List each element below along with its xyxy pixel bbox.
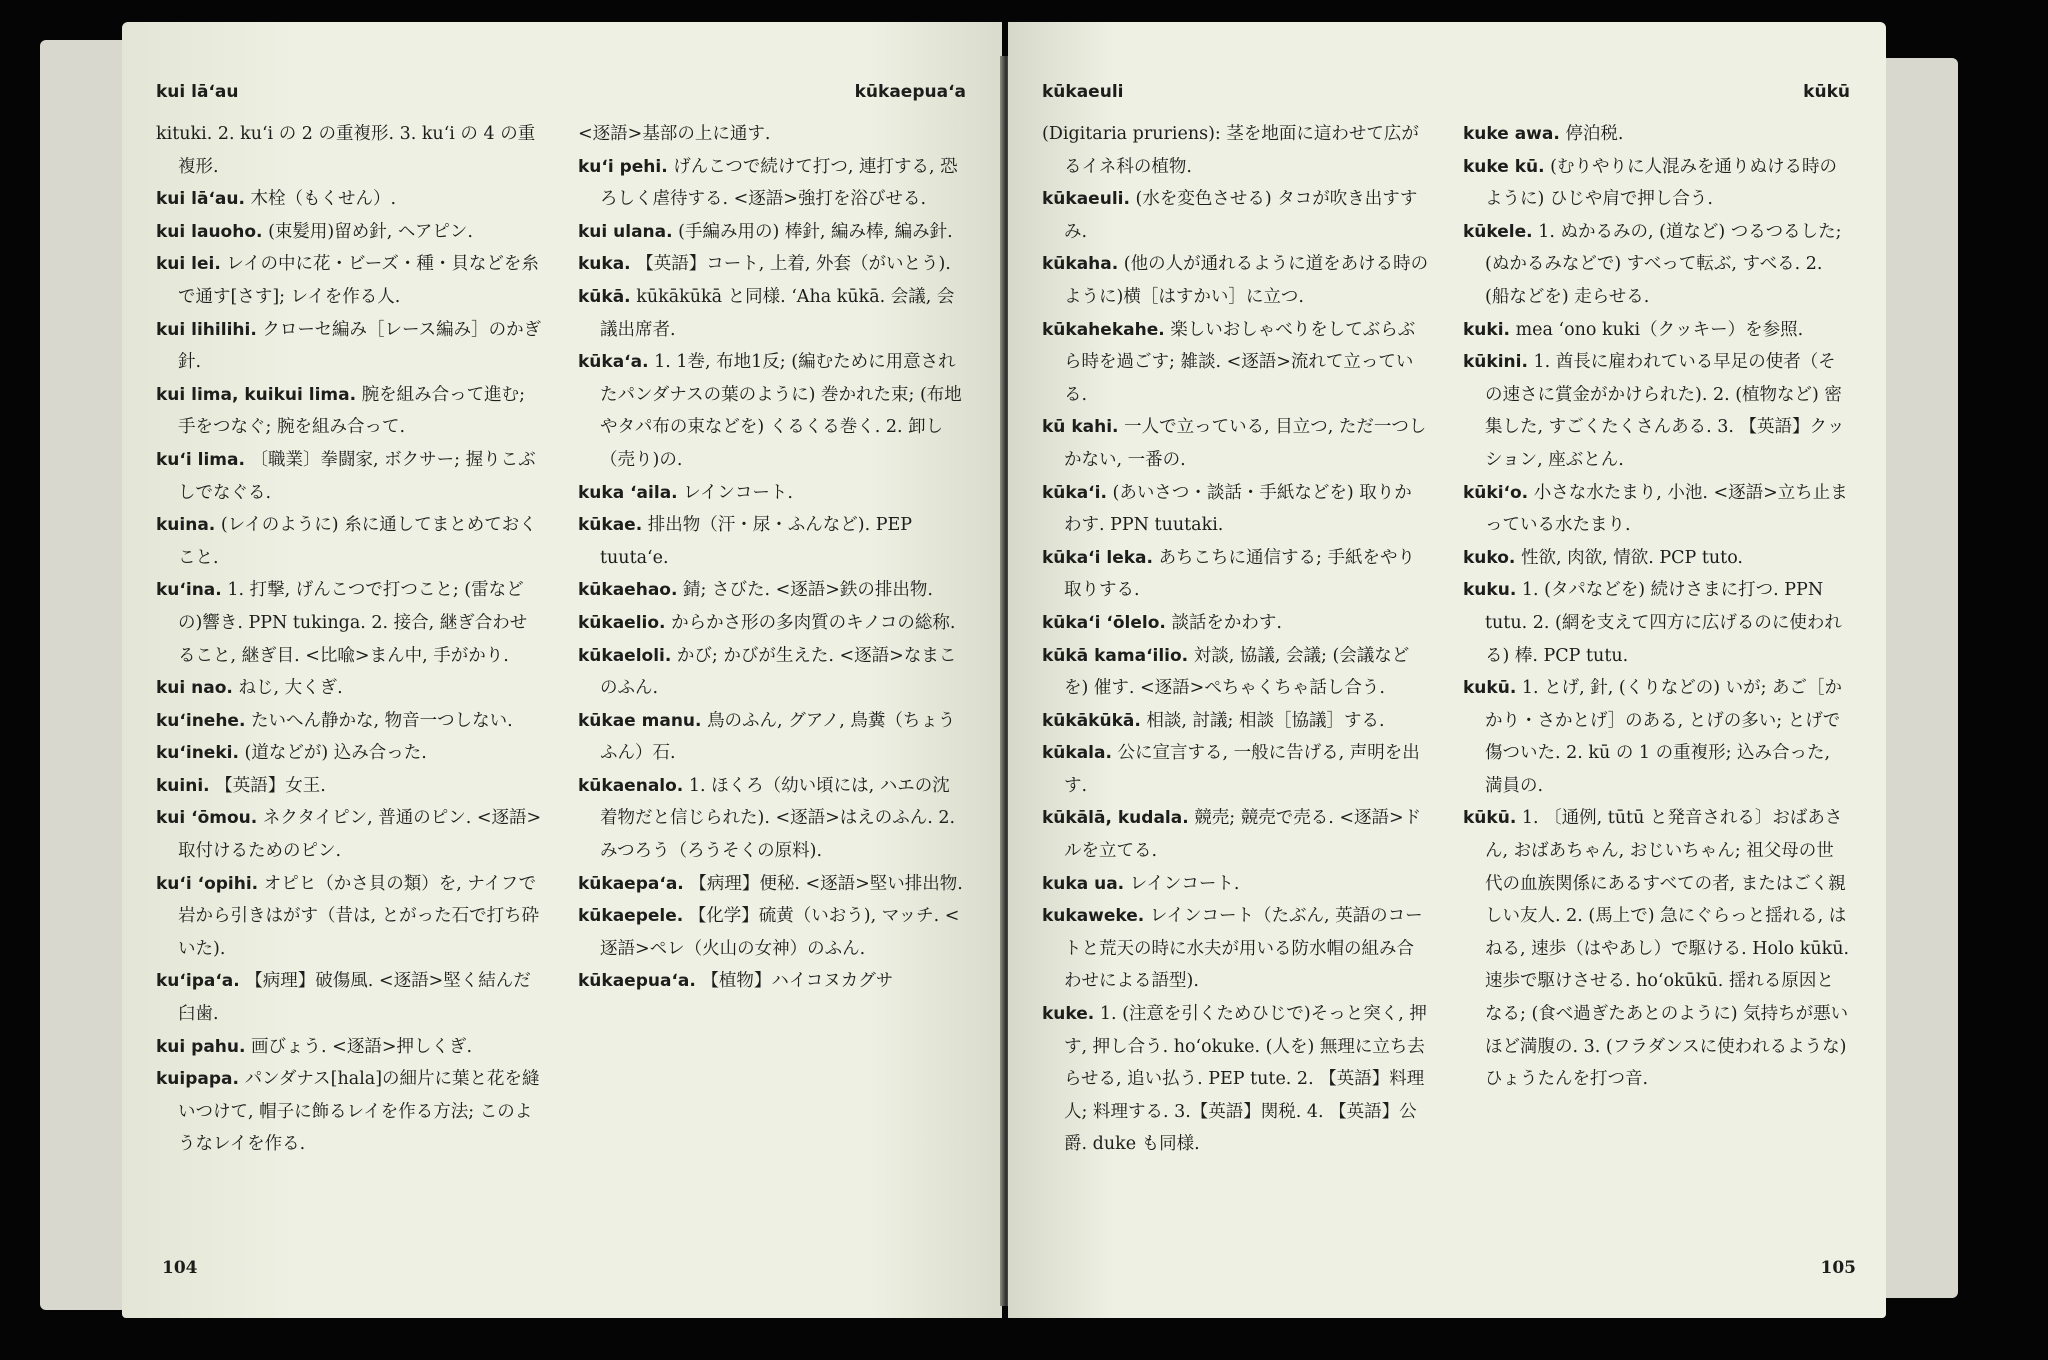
dictionary-entry xyxy=(156,118,544,183)
entry-headword: kuka. xyxy=(578,254,631,275)
dictionary-entry xyxy=(1042,411,1429,476)
entry-headword: kuku. xyxy=(1463,580,1517,601)
dictionary-entry xyxy=(1463,477,1850,542)
entry-definition: (他の人が通れるように道をあける時のように)横［はすかい］に立つ. xyxy=(1064,254,1429,307)
entry-definition: 【英語】コート, 上着, 外套（がいとう). xyxy=(636,254,951,275)
entry-definition: 停泊税. xyxy=(1565,124,1624,144)
entry-headword: kui pahu. xyxy=(156,1036,246,1057)
entry-definition: 腕を組み合って進む; 手をつなぐ; 腕を組み合って. xyxy=(178,384,526,438)
dictionary-entry xyxy=(1042,477,1429,542)
entry-headword: kūkahekahe. xyxy=(1042,319,1165,340)
entry-headword: kuʻina. xyxy=(156,580,222,601)
dictionary-entry xyxy=(578,705,966,770)
dictionary-entry xyxy=(1042,607,1429,640)
right-page xyxy=(1008,22,1886,1318)
entry-definition: kituki. 2. kuʻi の 2 の重複形. 3. kuʻi の 4 の重複形. xyxy=(156,124,536,177)
entry-definition: たいへん静かな, 物音一つしない. xyxy=(251,710,513,731)
entry-definition: オピヒ（かさ貝の類）を, ナイフで岩から引きはがす（昔は, とがった石で打ち砕いた). xyxy=(178,873,540,959)
entry-headword: kuke. xyxy=(1042,1004,1095,1025)
entry-headword: kui ulana. xyxy=(578,221,673,242)
left-page xyxy=(122,22,1002,1318)
entry-headword: kuʻi ʻopihi. xyxy=(156,873,259,894)
entry-definition: (水を変色させる) タコが吹き出すすみ. xyxy=(1064,189,1418,242)
entry-definition: 【英語】女王. xyxy=(215,775,326,796)
dictionary-entry xyxy=(1042,998,1429,1161)
right-page-edges xyxy=(1878,58,1958,1298)
entry-headword: kūkaehao. xyxy=(578,580,678,601)
dictionary-entry xyxy=(156,868,544,966)
dictionary-entry xyxy=(156,314,544,379)
entry-definition: 公に宣言する, 一般に告げる, 声明を出す. xyxy=(1064,743,1420,796)
entry-headword: kūkaʻi ʻōlelo. xyxy=(1042,612,1166,633)
entry-definition: 1. 酋長に雇われている早足の使者（その速さに賞金がかけられた). 2. (植物など) 密集した, すごくたくさんある. 3. 【英語】クッション, 座ぶとん. xyxy=(1485,352,1845,470)
entry-definition: (レイのように) 糸に通してまとめておくこと. xyxy=(178,515,537,568)
dictionary-entry xyxy=(1042,248,1429,313)
dictionary-entry xyxy=(578,248,966,281)
entry-headword: kūkaeloli. xyxy=(578,645,672,666)
entry-headword: kūkaʻi leka. xyxy=(1042,547,1153,568)
entry-definition: mea ʻono kuki（クッキー）を参照. xyxy=(1515,319,1804,340)
entry-headword: kūkā. xyxy=(578,286,631,307)
entry-headword: kūkālā, kudala. xyxy=(1042,808,1189,829)
right-page-column-1 xyxy=(1042,118,1429,1161)
dictionary-entry xyxy=(578,607,966,640)
dictionary-entry xyxy=(156,1063,544,1161)
entry-headword: kūkae manu. xyxy=(578,710,702,731)
entry-definition: 談話をかわす. xyxy=(1171,612,1282,633)
entry-definition: 1. (注意を引くためひじで)そっと突く, 押す, 押し合う. hoʻokuke. (人を) 無理に立ち去らせる, 追い払う. PEP tute. 2. 【英語】料理人; 料理する. 3.【英語】関税. 4. 【英語】公爵. duke も同様. xyxy=(1064,1004,1427,1155)
entry-headword: kūkaepuaʻa. xyxy=(578,971,696,992)
dictionary-entry xyxy=(1463,346,1850,476)
entry-headword: kūkū. xyxy=(1463,808,1517,829)
left-running-head-end: kūkaepuaʻa xyxy=(854,82,966,102)
dictionary-entry xyxy=(578,281,966,346)
entry-definition: ねじ, 大くぎ. xyxy=(238,678,343,699)
left-page-header xyxy=(156,82,966,104)
entry-headword: kuke kū. xyxy=(1463,156,1545,177)
entry-definition: 楽しいおしゃべりをしてぶらぶら時を過ごす; 雑談. <逐語>流れて立っている. xyxy=(1064,319,1416,405)
entry-definition: 1. (タパなどを) 続けさまに打つ. PPN tutu. 2. (網を支えて四方に広げるのに使われる) 棒. PCP tutu. xyxy=(1485,580,1842,666)
entry-headword: kūkaenalo. xyxy=(578,775,684,796)
dictionary-entry xyxy=(578,868,966,901)
entry-headword: kuʻinehe. xyxy=(156,710,246,731)
dictionary-entry xyxy=(578,118,966,151)
entry-definition: 競売; 競売で売る. <逐語>ドルを立てる. xyxy=(1064,808,1422,862)
entry-headword: kui lauoho. xyxy=(156,221,263,242)
dictionary-entry xyxy=(1042,737,1429,802)
entry-headword: kuʻi pehi. xyxy=(578,156,668,177)
dictionary-entry xyxy=(1042,900,1429,998)
left-page-edges xyxy=(40,40,130,1310)
dictionary-entry xyxy=(156,705,544,738)
entry-definition: 【病理】便秘. <逐語>堅い排出物. xyxy=(689,873,963,894)
entry-headword: kui ʻōmou. xyxy=(156,808,258,829)
entry-definition: kūkākūkā と同様. ʻAha kūkā. 会議, 会議出席者. xyxy=(600,286,955,340)
entry-headword: kuko. xyxy=(1463,547,1516,568)
dictionary-entry xyxy=(1042,542,1429,607)
entry-headword: kukaweke. xyxy=(1042,906,1145,927)
entry-headword: kūkaepele. xyxy=(578,906,684,927)
dictionary-entry xyxy=(1463,802,1850,1095)
dictionary-entry xyxy=(1463,216,1850,314)
entry-definition: 鳥のふん, グアノ, 鳥糞（ちょうふん）石. xyxy=(600,710,956,764)
dictionary-entry xyxy=(1463,672,1850,802)
entry-definition: (あいさつ・談話・手紙などを) 取りかわす. PPN tuutaki. xyxy=(1064,482,1412,536)
dictionary-entry xyxy=(1463,151,1850,216)
left-page-column-1 xyxy=(156,118,544,1161)
entry-definition: レインコート. xyxy=(1129,873,1240,894)
entry-definition: 1. 打撃, げんこつで打つこと; (雷などの)響き. PPN tukinga. 2. 接合, 継ぎ合わせること, 継ぎ目. <比喩>まん中, 手がかり. xyxy=(178,580,528,666)
entry-definition: (むりやりに人混みを通りぬける時のように) ひじや肩で押し合う. xyxy=(1485,156,1837,210)
entry-definition: ネクタイピン, 普通のピン. <逐語>取付けるためのピン. xyxy=(178,808,542,862)
entry-definition: 一人で立っている, 目立つ, ただ一つしかない, 一番の. xyxy=(1064,417,1427,470)
entry-definition: 【化学】硫黄（いおう), マッチ. <逐語>ペレ（火山の女神）のふん. xyxy=(600,906,960,959)
entry-headword: kuʻipaʻa. xyxy=(156,971,240,992)
entry-definition: 性欲, 肉欲, 情欲. PCP tuto. xyxy=(1520,547,1743,568)
entry-definition: 錆; さびた. <逐語>鉄の排出物. xyxy=(683,580,933,601)
dictionary-entry xyxy=(1042,705,1429,738)
entry-headword: kūkala. xyxy=(1042,743,1112,764)
entry-headword: kūkaha. xyxy=(1042,254,1119,275)
dictionary-entry xyxy=(156,737,544,770)
dictionary-entry xyxy=(578,477,966,510)
right-running-head-start: kūkaeuli xyxy=(1042,82,1124,102)
entry-headword: kui lihilihi. xyxy=(156,319,257,340)
entry-headword: kuki. xyxy=(1463,319,1510,340)
dictionary-entry xyxy=(156,770,544,803)
entry-definition: 〔職業〕拳闘家, ボクサー; 握りこぶしでなぐる. xyxy=(178,449,536,503)
dictionary-entry xyxy=(1042,183,1429,248)
entry-definition: レインコート（たぶん, 英語のコートと荒天の時に水夫が用いる防水帽の組み合わせによる語型). xyxy=(1064,906,1423,992)
entry-definition: 小さな水たまり, 小池. <逐語>立ち止まっている水たまり. xyxy=(1485,482,1848,536)
entry-definition: 画びょう. <逐語>押しくぎ. xyxy=(251,1036,473,1057)
entry-definition: 1. とげ, 針, (くりなどの) いが; あご［かかり・さかとげ］のある, とげの多い; とげで傷ついた. 2. kū の 1 の重複形; 込み合った, 満員の. xyxy=(1485,678,1843,796)
dictionary-entry xyxy=(1463,574,1850,672)
right-page-header xyxy=(1042,82,1850,104)
left-page-column-2 xyxy=(578,118,966,1161)
dictionary-entry xyxy=(1042,314,1429,412)
dictionary-entry xyxy=(578,770,966,868)
dictionary-entry xyxy=(156,379,544,444)
dictionary-entry xyxy=(156,965,544,1030)
dictionary-entry xyxy=(156,444,544,509)
dictionary-entry xyxy=(1463,314,1850,347)
entry-headword: kuka ua. xyxy=(1042,873,1125,894)
entry-headword: kuini. xyxy=(156,775,210,796)
entry-definition: レイの中に花・ビーズ・種・貝などを糸で通す[さす]; レイを作る人. xyxy=(178,254,539,307)
dictionary-entry xyxy=(1463,542,1850,575)
right-running-head-end: kūkū xyxy=(1803,82,1850,102)
entry-definition: (道などが) 込み合った. xyxy=(244,743,427,764)
dictionary-entry xyxy=(156,216,544,249)
entry-headword: kuʻi lima. xyxy=(156,449,245,470)
entry-headword: kūkini. xyxy=(1463,352,1528,373)
entry-definition: 排出物（汗・尿・ふんなど). PEP tuutaʻe. xyxy=(600,515,913,568)
entry-definition: あちこちに通信する; 手紙をやり取りする. xyxy=(1064,547,1416,601)
dictionary-entry xyxy=(156,183,544,216)
entry-definition: 対談, 協議, 会議; (会議などを) 催す. <逐語>ぺちゃくちゃ話し合う. xyxy=(1064,645,1410,699)
entry-headword: kūkaʻi. xyxy=(1042,482,1107,503)
entry-definition: レインコート. xyxy=(683,482,793,503)
entry-headword: kū kahi. xyxy=(1042,417,1119,438)
dictionary-entry xyxy=(578,574,966,607)
right-page-column-2 xyxy=(1463,118,1850,1161)
entry-headword: kūkākūkā. xyxy=(1042,710,1141,731)
entry-definition: 1. 1巻, 布地1反; (編むために用意されたパンダナスの葉のように) 巻かれた束; (布地やタパ布の束などを) くるくる巻く. 2. 卸し（売り)の. xyxy=(600,352,962,470)
entry-headword: kui lāʻau. xyxy=(156,189,245,210)
entry-definition: 1. 〔通例, tūtū と発音される〕おばあさん, おばあちゃん, おじいちゃん; 祖父母の世代の血族関係にあるすべての者, またはごく親しい友人. 2. (馬上で) 急にぐらっと揺れる, はねる, 速歩（はやあし）で駆ける. Holo kūkū. 速歩で駆けさせる. hoʻokūkū. 揺れる原因となる; (食べ過ぎたあとのように) 気持ちが悪いほど満腹の. 3. (フラダンスに使われるような) ひょうたんを打つ音. xyxy=(1485,808,1850,1090)
page-number-right: 105 xyxy=(1820,1258,1856,1278)
dictionary-entry xyxy=(578,346,966,476)
dictionary-entry xyxy=(156,672,544,705)
entry-headword: kūkele. xyxy=(1463,221,1533,242)
entry-headword: kūkaepaʻa. xyxy=(578,873,684,894)
dictionary-entry xyxy=(1042,868,1429,901)
page-number-left: 104 xyxy=(162,1258,198,1278)
dictionary-entry xyxy=(578,640,966,705)
entry-headword: kuina. xyxy=(156,515,216,536)
dictionary-entry xyxy=(156,509,544,574)
dictionary-entry xyxy=(578,216,966,249)
dictionary-entry xyxy=(1463,118,1850,151)
dictionary-entry xyxy=(156,248,544,313)
entry-definition: パンダナス[hala]の細片に葉と花を縫いつけて, 帽子に飾るレイを作る方法; このようなレイを作る. xyxy=(178,1069,540,1155)
entry-definition: 相談, 討議; 相談［協議］する. xyxy=(1146,710,1385,731)
dictionary-entry xyxy=(1042,802,1429,867)
entry-headword: kuipapa. xyxy=(156,1069,239,1090)
entry-definition: からかさ形の多肉質のキノコの総称. xyxy=(671,612,956,633)
entry-definition: <逐語>基部の上に通す. xyxy=(578,124,771,144)
dictionary-entry xyxy=(156,802,544,867)
entry-definition: 1. ぬかるみの, (道など) つるつるした; (ぬかるみなどで) すべって転ぶ, すべる. 2. (船などを) 走らせる. xyxy=(1485,221,1842,307)
dictionary-entry xyxy=(1042,118,1429,183)
dictionary-entry xyxy=(156,1031,544,1064)
entry-headword: kuke awa. xyxy=(1463,124,1560,144)
entry-headword: kui lei. xyxy=(156,254,221,275)
dictionary-entry xyxy=(578,900,966,965)
entry-definition: 【植物】ハイコヌカグサ xyxy=(701,971,894,992)
entry-definition: (Digitaria pruriens): 茎を地面に這わせて広がるイネ科の植物. xyxy=(1042,124,1419,177)
dictionary-entry xyxy=(578,151,966,216)
entry-headword: kūkaeuli. xyxy=(1042,189,1130,210)
entry-definition: (束髪用)留め針, ヘアピン. xyxy=(268,221,473,242)
entry-definition: かび; かびが生えた. <逐語>なまこのふん. xyxy=(600,645,957,699)
dictionary-entry xyxy=(578,965,966,998)
dictionary-entry xyxy=(156,574,544,672)
entry-headword: kuʻineki. xyxy=(156,743,239,764)
entry-headword: kūkaʻa. xyxy=(578,352,649,373)
dictionary-entry xyxy=(578,509,966,574)
entry-definition: (手編み用の) 棒針, 編み棒, 編み針. xyxy=(678,221,953,242)
entry-headword: kūkae. xyxy=(578,515,643,536)
entry-definition: 1. ほくろ（幼い頃には, ハエの沈着物だと信じられた). <逐語>はえのふん. 2. みつろう（ろうそくの原料). xyxy=(600,775,956,862)
entry-headword: kuka ʻaila. xyxy=(578,482,678,503)
entry-headword: kūkā kamaʻilio. xyxy=(1042,645,1189,666)
entry-definition: 木栓（もくせん）. xyxy=(250,189,397,210)
entry-headword: kūkaelio. xyxy=(578,612,666,633)
entry-headword: kūkiʻo. xyxy=(1463,482,1529,503)
entry-headword: kui lima, kuikui lima. xyxy=(156,384,357,405)
entry-definition: げんこつで続けて打つ, 連打する, 恐ろしく虐待する. <逐語>強打を浴びせる. xyxy=(600,156,958,210)
left-running-head-start: kui lāʻau xyxy=(156,82,239,102)
dictionary-entry xyxy=(1042,640,1429,705)
entry-headword: kukū. xyxy=(1463,678,1517,699)
entry-headword: kui nao. xyxy=(156,678,233,699)
entry-definition: 【病理】破傷風. <逐語>堅く結んだ臼歯. xyxy=(178,971,531,1025)
entry-definition: クローセ編み［レース編み］のかぎ針. xyxy=(178,319,542,373)
